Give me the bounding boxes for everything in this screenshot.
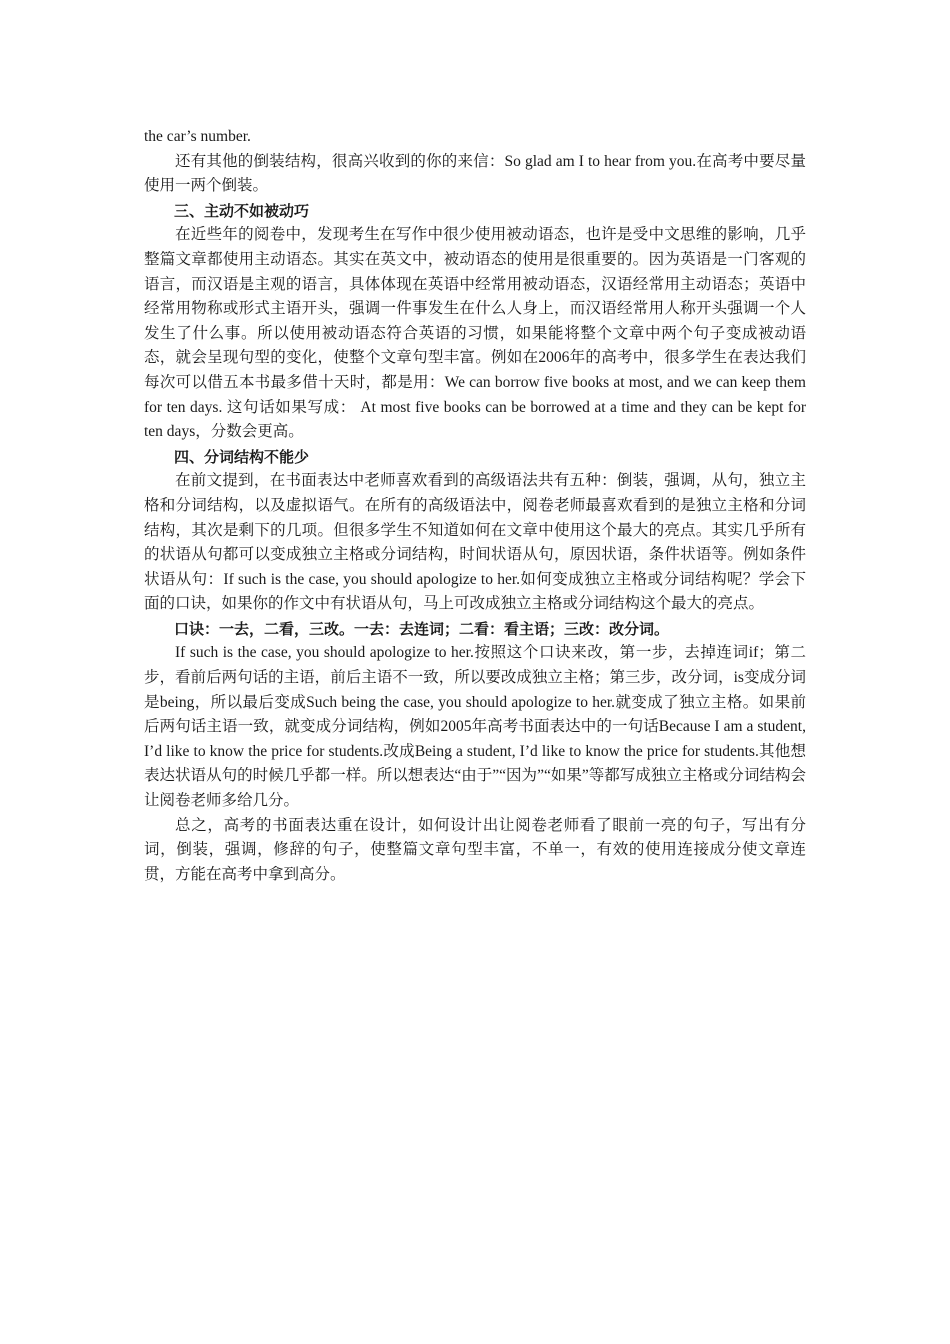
paragraph-participle-structure: 在前文提到，在书面表达中老师喜欢看到的高级语法共有五种：倒装，强调，从句，独立主格和分词结构，以及虚拟语气。在所有的高级语法中，阅卷老师最喜欢看到的是独立主格和分词结构，其次是剩下的几项。但很多学生不知道如何在文章中使用这个最大的亮点。其实几乎所有的状语从句都可以变成独立主格或分词结构，时间状语从句，原因状语，条件状语等。例如条件状语从句：If such is the case, you should apologize to her.如何变成独立主格或分词结构呢？学会下面的口诀，如果你的作文中有状语从句，马上可改成独立主格或分词结构这个最大的亮点。 (144, 472, 806, 613)
paragraph-continuation: the car’s number. (144, 128, 251, 145)
paragraph-conclusion: 总之，高考的书面表达重在设计，如何设计出让阅卷老师看了眼前一亮的句子，写出有分词，倒装，强调，修辞的句子，使整篇文章句型丰富，不单一，有效的使用连接成分使文章连贯，方能在高考中拿到高分。 (144, 816, 806, 883)
paragraph-example: If such is the case, you should apologize to her.按照这个口诀来改，第一步，去掉连词if；第二步，看前后两句话的主语，前后主语不一致，所以要改成独立主格；第三步，改分词，is变成分词是being，所以最后变成Such being the case, you should apologize to her.就变成了独立主格。如果前后两句话主语一致，就变成分词结构，例如2005年高考书面表达中的一句话Because I am a student, I’d like to know the price for students.改成Being a student, I’d like to know the price for students.其他想表达状语从句的时候几乎都一样。所以想表达“由于”“因为”“如果”等都写成独立主格或分词结构会让阅卷老师多给几分。 (144, 644, 806, 810)
mnemonic-line: 口诀：一去，二看，三改。一去：去连词；二看：看主语；三改：改分词。 (174, 619, 670, 638)
paragraph-passive-voice: 在近些年的阅卷中，发现考生在写作中很少使用被动语态，也许是受中文思维的影响，几乎整篇文章都使用主动语态。其实在英文中，被动语态的使用是很重要的。因为英语是一门客观的语言，而汉语是主观的语言，具体体现在英语中经常用被动语态，汉语经常用主动语态；英语中经常用物称或形式主语开头，强调一件事发生在什么人身上，而汉语经常用人称开头强调一个人发生了什么事。所以使用被动语态符合英语的习惯，如果能将整个文章中两个句子变成被动语态，就会呈现句型的变化，使整个文章句型丰富。例如在2006年的高考中，很多学生在表达我们每次可以借五本书最多借十天时，都是用：We can borrow five books at most, and we can keep them for ten days. 这句话如果写成： At most five books can be borrowed at a time and they can be kept for ten days，分数会更高。 (144, 226, 806, 441)
section-heading-passive: 三、主动不如被动巧 (174, 201, 310, 220)
section-heading-participle: 四、分词结构不能少 (174, 447, 310, 466)
document-body (144, 125, 806, 887)
paragraph-inversion: 还有其他的倒装结构，很高兴收到的你的来信：So glad am I to hear from you.在高考中要尽量使用一两个倒装。 (144, 152, 806, 195)
